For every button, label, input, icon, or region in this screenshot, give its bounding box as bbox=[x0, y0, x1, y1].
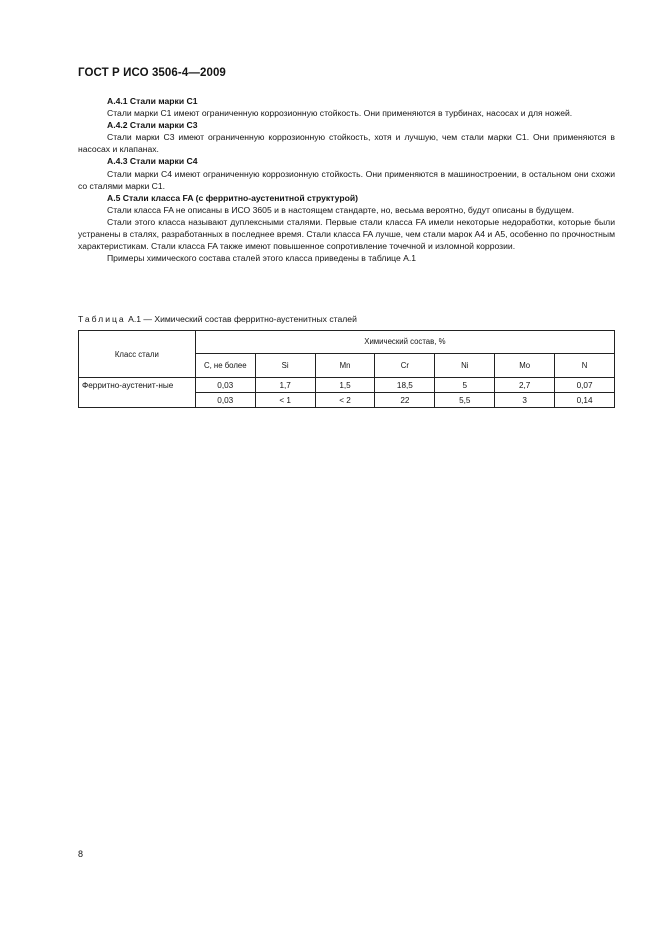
table-cell: 0,07 bbox=[555, 378, 615, 393]
page-number: 8 bbox=[78, 849, 84, 859]
section-a5-heading: А.5 Стали класса FA (с ферритно-аустенитной структурой) bbox=[107, 192, 358, 203]
section-a43-text: Стали марки С4 имеют ограниченную коррозионную стойкость. Они применяются в машиностроении, в остальном они схожи со сталями марки С1. bbox=[78, 168, 615, 191]
table-caption-title: А.1 — Химический состав ферритно-аустенитных сталей bbox=[128, 314, 357, 324]
table-cell: 5 bbox=[435, 378, 495, 393]
table-caption bbox=[78, 314, 357, 324]
table-cell: 0,03 bbox=[195, 378, 255, 393]
steel-class-cell: Ферритно-аустенит-ные bbox=[79, 378, 196, 408]
section-a5-paragraph-3: Примеры химического состава сталей этого класса приведены в таблице А.1 bbox=[107, 253, 417, 264]
class-header: Класс стали bbox=[79, 331, 196, 378]
section-a5-paragraph-2: Стали этого класса называют дуплексными сталями. Первые стали класса FA имели некоторые недоработки, которые были устранены в сталях, разработанных в последнее время. Стали класса FA лучше, чем стали марок А4 и А5, особенно по прочностным характеристикам. Стали класса FA также имеют повышенное сопротивление точечной и изломной коррозии. bbox=[78, 216, 615, 252]
chemical-composition-table bbox=[78, 330, 615, 408]
section-a5-paragraph-1: Стали класса FA не описаны в ИСО 3605 и в настоящем стандарте, но, весьма вероятно, будут описаны в будущем. bbox=[107, 204, 574, 215]
table-cell: 1,5 bbox=[315, 378, 375, 393]
table-caption-prefix: Таблица bbox=[78, 314, 126, 324]
document-header: ГОСТ Р ИСО 3506-4—2009 bbox=[78, 67, 226, 79]
column-header: С, не более bbox=[195, 353, 255, 377]
section-a42-text: Стали марки С3 имеют ограниченную коррозионную стойкость, хотя и лучшую, чем стали марки С1. Они применяются в насосах и клапанах. bbox=[78, 132, 615, 155]
table-row bbox=[79, 378, 615, 393]
composition-header: Химический состав, % bbox=[195, 331, 614, 354]
section-a43-heading: А.4.3 Стали марки С4 bbox=[107, 156, 198, 167]
column-header: Mo bbox=[495, 353, 555, 377]
body-text bbox=[78, 95, 615, 264]
table-cell: 18,5 bbox=[375, 378, 435, 393]
column-header: N bbox=[555, 353, 615, 377]
column-header: Cr bbox=[375, 353, 435, 377]
column-header: Mn bbox=[315, 353, 375, 377]
table-cell: 5,5 bbox=[435, 393, 495, 408]
table-cell: 2,7 bbox=[495, 378, 555, 393]
column-header: Ni bbox=[435, 353, 495, 377]
table-header-row bbox=[79, 331, 615, 354]
table-cell: < 2 bbox=[315, 393, 375, 408]
section-a42-heading: А.4.2 Стали марки С3 bbox=[107, 120, 198, 131]
table-cell: 22 bbox=[375, 393, 435, 408]
section-a41-text: Стали марки С1 имеют ограниченную коррозионную стойкость. Они применяются в турбинах, насосах и для ножей. bbox=[107, 108, 573, 119]
table-cell: < 1 bbox=[255, 393, 315, 408]
table-cell: 3 bbox=[495, 393, 555, 408]
column-header: Si bbox=[255, 353, 315, 377]
table-cell: 1,7 bbox=[255, 378, 315, 393]
table-cell: 0,14 bbox=[555, 393, 615, 408]
table-cell: 0,03 bbox=[195, 393, 255, 408]
section-a41-heading: А.4.1 Стали марки С1 bbox=[107, 96, 198, 106]
